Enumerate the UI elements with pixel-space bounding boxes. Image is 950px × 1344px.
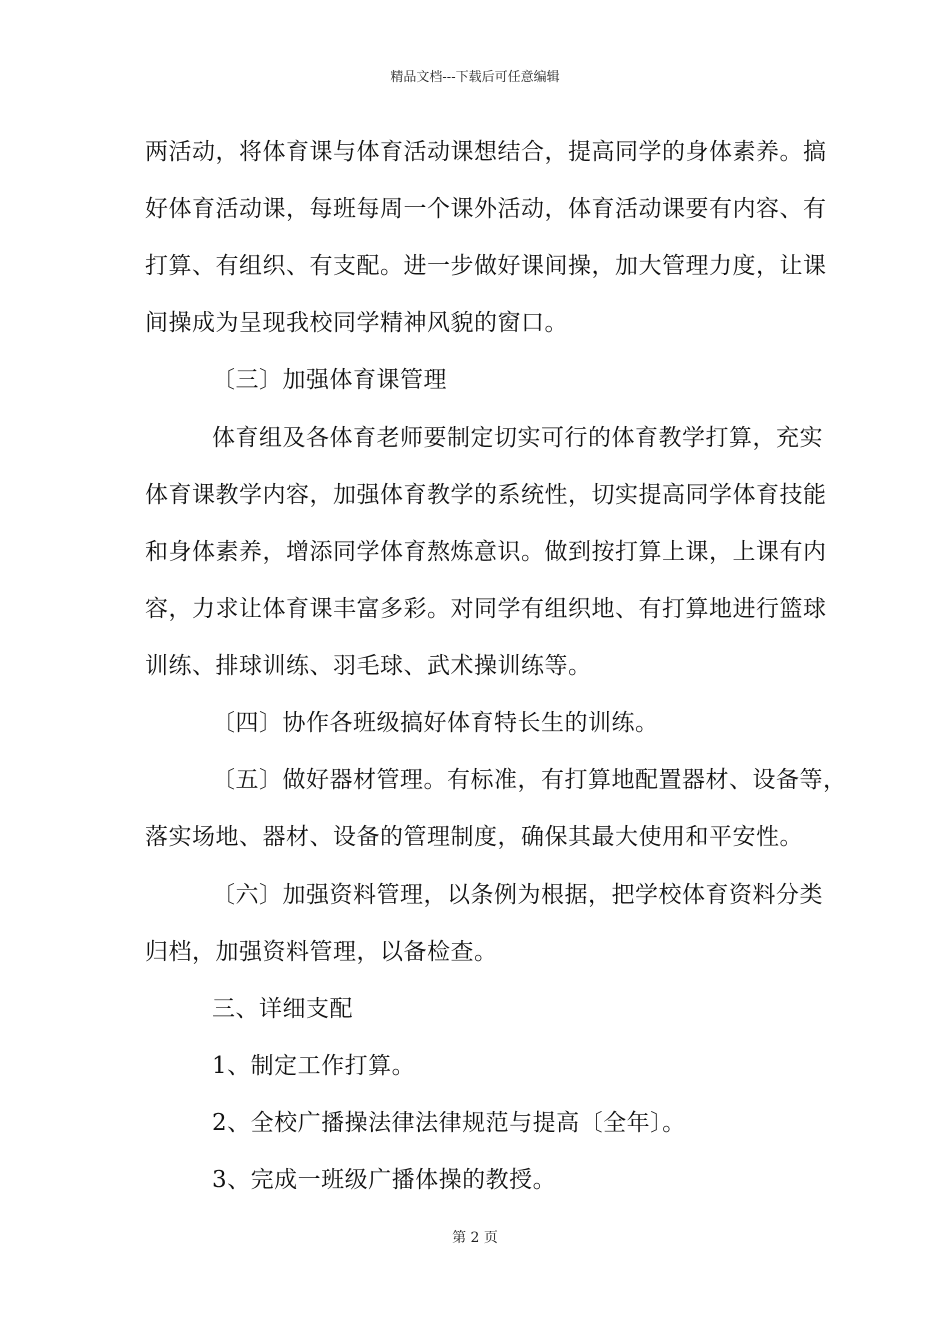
- paragraph-line: 容，力求让体育课丰富多彩。对同学有组织地、有打算地进行篮球: [145, 596, 827, 622]
- paragraph-line: 〔四〕协作各班级搞好体育特长生的训练。: [212, 710, 659, 736]
- list-item: 2、全校广播操法律法律规范与提高〔全年〕。: [212, 1110, 686, 1136]
- paragraph-line: 体育课教学内容，加强体育教学的系统性，切实提高同学体育技能: [145, 482, 827, 508]
- paragraph-line: 间操成为呈现我校同学精神风貌的窗口。: [145, 310, 568, 336]
- section-heading: 〔三〕加强体育课管理: [212, 367, 447, 393]
- paragraph-line: 打算、有组织、有支配。进一步做好课间操，加大管理力度，让课: [145, 253, 827, 279]
- paragraph-line: 体育组及各体育老师要制定切实可行的体育教学打算，充实: [212, 425, 823, 451]
- paragraph-line: 训练、排球训练、羽毛球、武术操训练等。: [145, 653, 592, 679]
- list-item: 3、完成一班级广播体操的教授。: [212, 1167, 557, 1193]
- list-item: 1、制定工作打算。: [212, 1053, 416, 1079]
- paragraph-line: 两活动，将体育课与体育活动课想结合，提高同学的身体素养。搞: [145, 139, 827, 165]
- paragraph-line: 好体育活动课，每班每周一个课外活动，体育活动课要有内容、有: [145, 196, 827, 222]
- paragraph-line: 和身体素养，增添同学体育熬炼意识。做到按打算上课，上课有内: [145, 539, 827, 565]
- page-number: 第 2 页: [452, 1230, 498, 1246]
- page-header: 精品文档---下载后可任意编辑: [390, 70, 560, 85]
- paragraph-line: 落实场地、器材、设备的管理制度，确保其最大使用和平安性。: [145, 824, 803, 850]
- section-heading: 三、详细支配: [212, 996, 353, 1022]
- paragraph-line: 〔六〕加强资料管理，以条例为根据，把学校体育资料分类: [212, 882, 823, 908]
- paragraph-line: 归档，加强资料管理，以备检查。: [145, 939, 498, 965]
- paragraph-line: 〔五〕做好器材管理。有标准，有打算地配置器材、设备等，: [212, 767, 847, 793]
